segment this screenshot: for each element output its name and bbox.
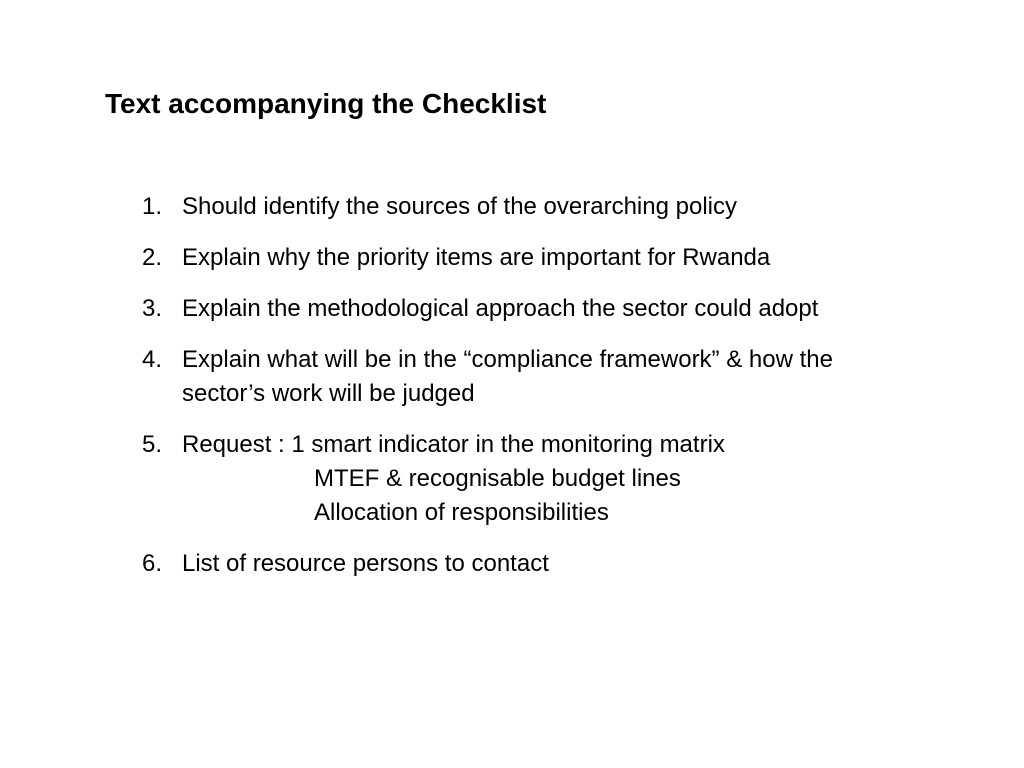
item-line: Explain why the priority items are important for Rwanda [182, 244, 771, 271]
checklist [142, 190, 982, 598]
item-number: 3. [142, 295, 163, 322]
list-item-2 [142, 241, 982, 275]
item-text [182, 547, 982, 581]
item-text [182, 241, 982, 275]
item-line: Request : 1 smart indicator in the monitoring matrix [182, 431, 725, 458]
item-text [182, 428, 982, 530]
item-subline: MTEF & recognisable budget lines [314, 465, 681, 492]
item-text [182, 190, 982, 224]
item-text [182, 292, 982, 326]
list-item-5 [142, 428, 982, 530]
item-number: 5. [142, 431, 163, 458]
item-line: Explain the methodological approach the sector could adopt [182, 295, 819, 322]
item-number: 6. [142, 550, 163, 577]
item-text [182, 343, 982, 411]
item-number: 1. [142, 193, 163, 220]
item-subline: Allocation of responsibilities [314, 499, 609, 526]
item-line: sector’s work will be judged [182, 380, 475, 407]
item-line: Explain what will be in the “compliance framework” & how the [182, 346, 833, 373]
slide-title: Text accompanying the Checklist [105, 88, 547, 119]
item-number: 4. [142, 346, 163, 373]
list-item-1 [142, 190, 982, 224]
item-line: Should identify the sources of the overarching policy [182, 193, 737, 220]
list-item-6 [142, 547, 982, 581]
list-item-4 [142, 343, 982, 411]
item-number: 2. [142, 244, 163, 271]
item-line: List of resource persons to contact [182, 550, 549, 577]
list-item-3 [142, 292, 982, 326]
